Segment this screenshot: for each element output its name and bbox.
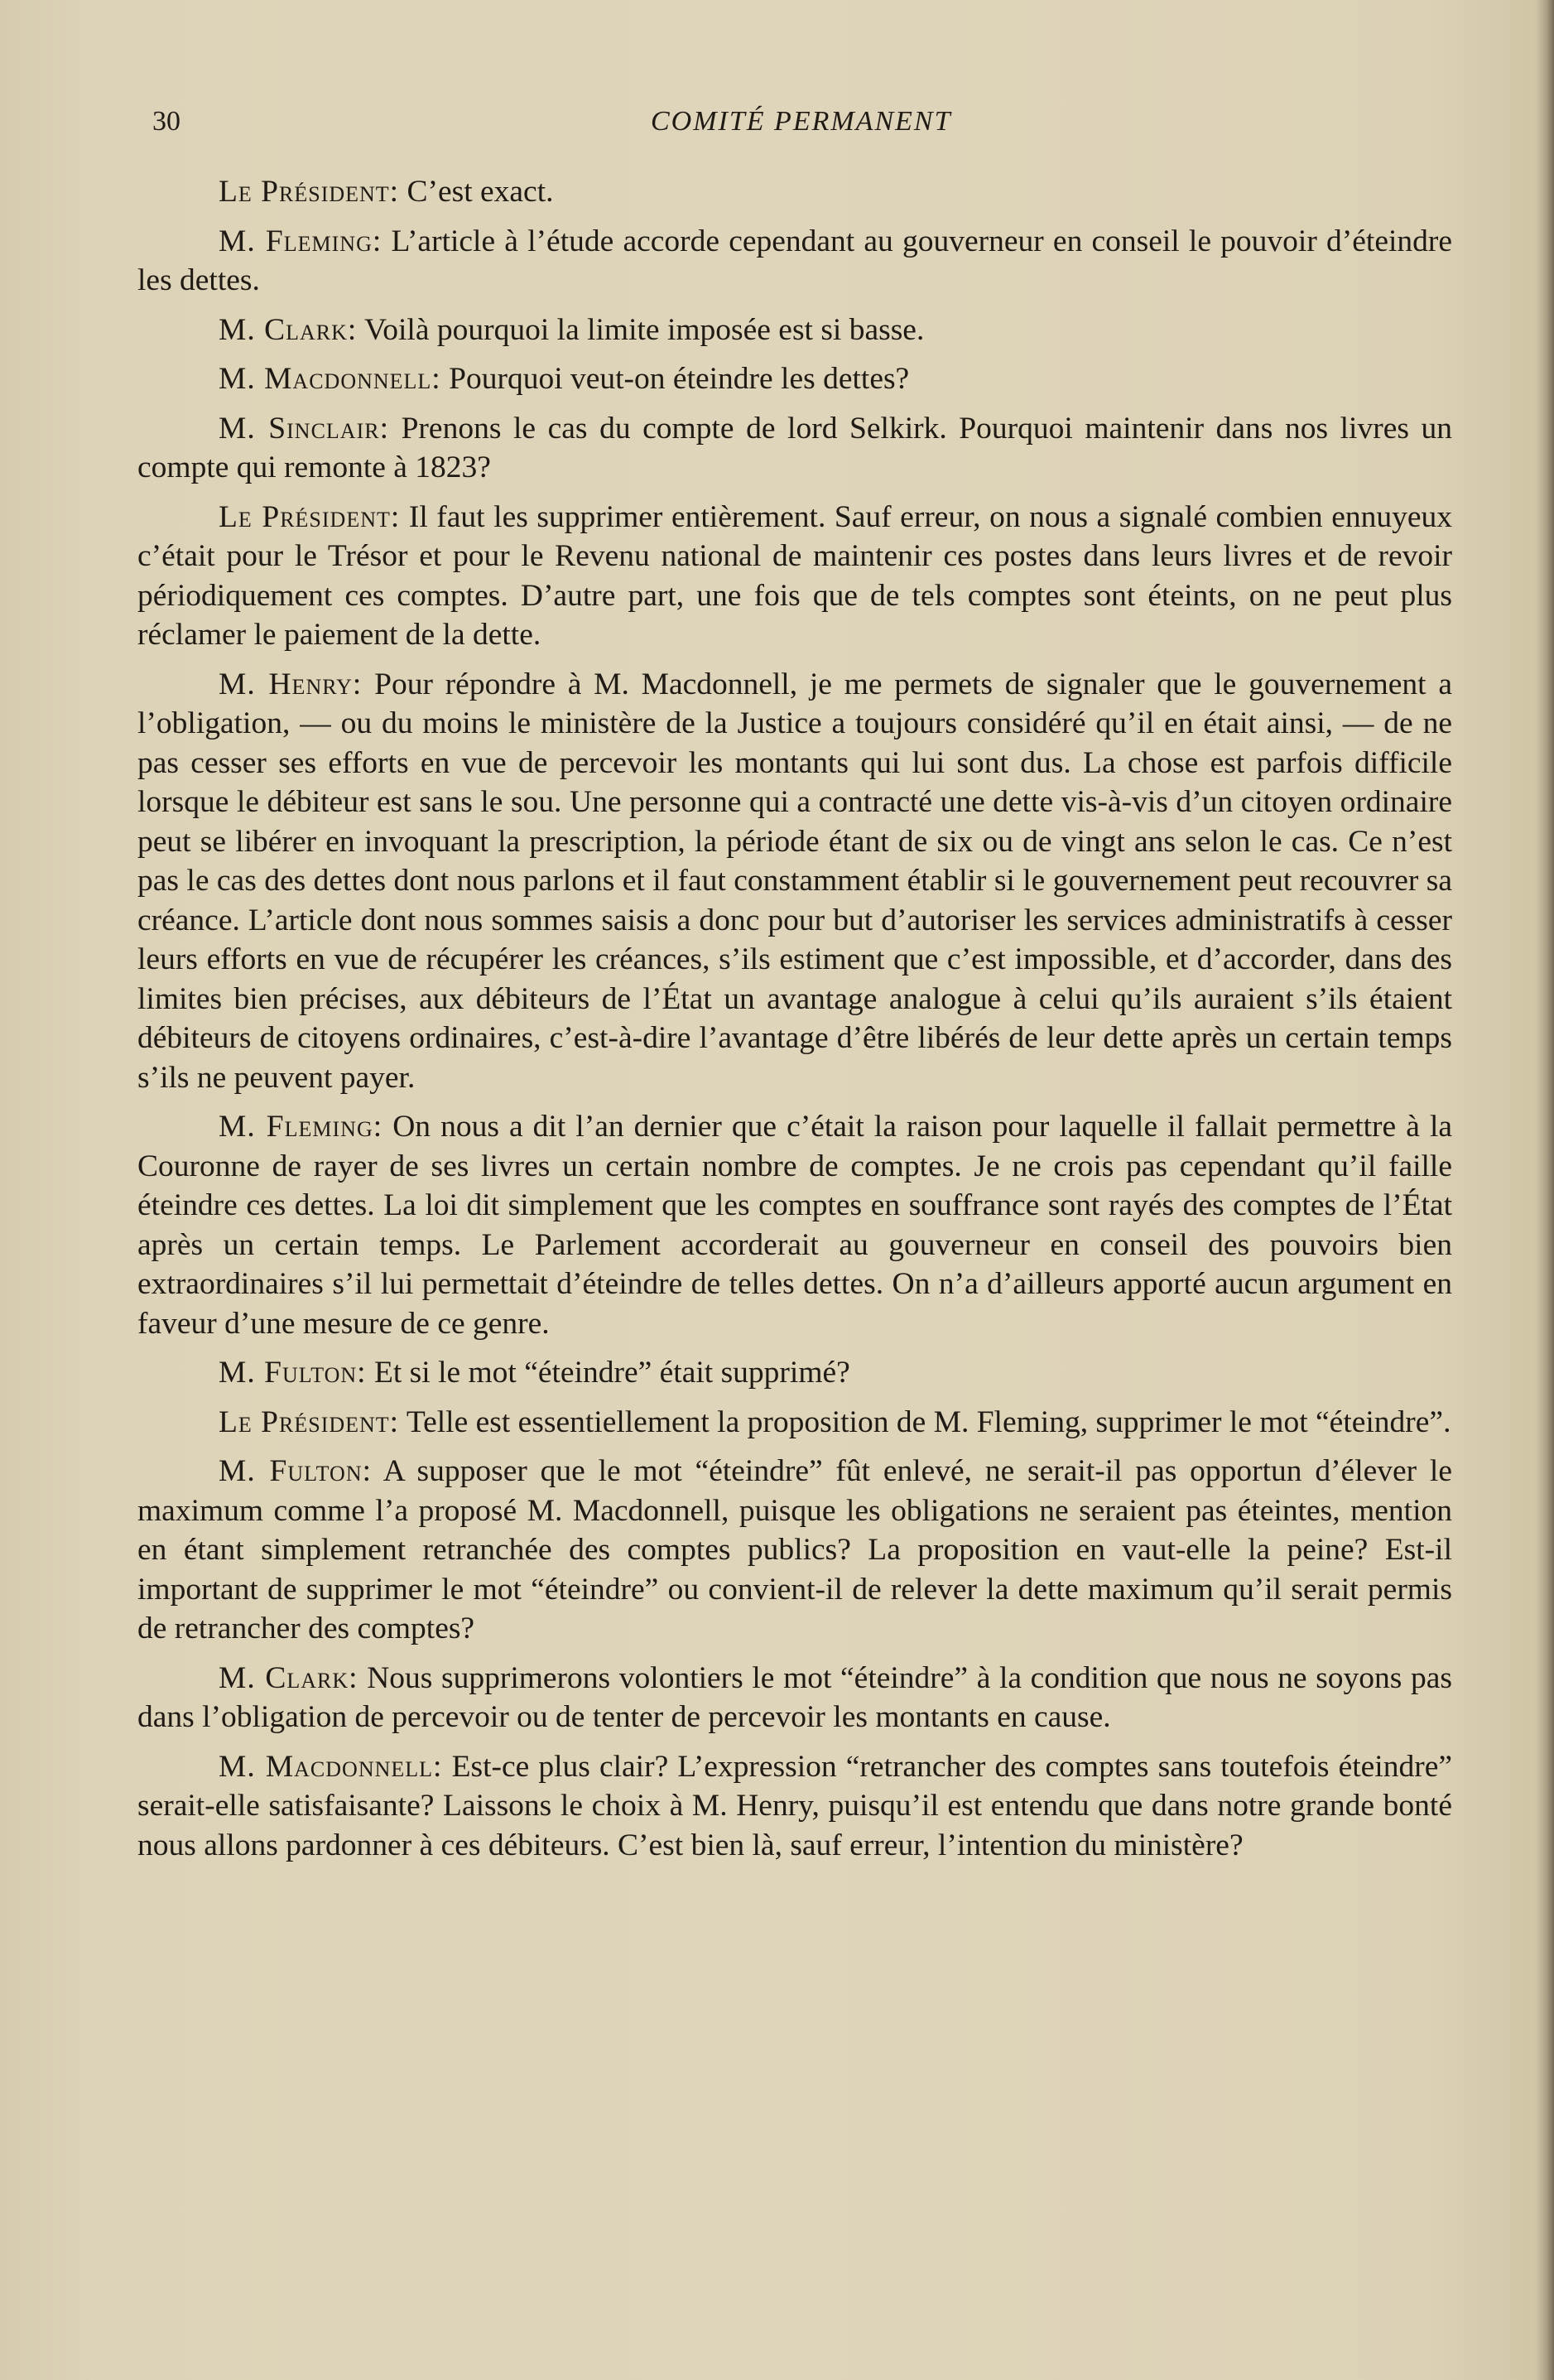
- page-number: 30: [152, 106, 180, 137]
- paragraph: [137, 359, 1452, 399]
- speaker-name: M. Sinclair:: [219, 411, 389, 446]
- paragraph-text: Il faut les supprimer entièrement. Sauf erreur, on nous a signalé combien ennuyeux c’était pour le Trésor et pour le Revenu national de maintenir ces postes dans leurs livres et de revoir périodiquement ces comptes. D’autre part, une fois que de tels comptes sont éteints, on ne peut plus réclamer le paiement de la dette.: [137, 499, 1453, 652]
- paragraph-text: Nous supprimerons volontiers le mot “éteindre” à la condition que nous ne soyons pas dans l’obligation de percevoir ou de tenter de percevoir les montants en cause.: [137, 1660, 1453, 1734]
- paragraph-text: Est-ce plus clair? L’expression “retrancher des comptes sans toutefois éteindre” serait-elle satisfaisante? Laissons le choix à M. Henry, puisqu’il est entendu que dans notre grande bonté nous allons pardonner à ces débiteurs. C’est bien là, sauf erreur, l’intention du ministère?: [137, 1749, 1453, 1862]
- paragraph: [137, 172, 1452, 212]
- speaker-name: M. Fulton:: [219, 1356, 367, 1390]
- paragraph: [137, 311, 1452, 350]
- paragraph: [137, 1403, 1452, 1443]
- paragraph-text: C’est exact.: [407, 175, 554, 209]
- page-header: [137, 98, 1429, 147]
- paragraph: [137, 409, 1452, 488]
- page-edge-shadow: [1536, 0, 1554, 2380]
- paragraph-text: Pourquoi veut-on éteindre les dettes?: [449, 362, 910, 396]
- paragraph-text: Prenons le cas du compte de lord Selkirk. Pourquoi maintenir dans nos livres un compte qui remonte à 1823?: [137, 411, 1452, 484]
- speaker-name: Le Président:: [219, 1404, 400, 1439]
- paragraph-text: Voilà pourquoi la limite imposée est si basse.: [364, 312, 925, 347]
- paragraph: [137, 1747, 1452, 1866]
- speaker-name: M. Clark:: [219, 312, 358, 347]
- paragraph: [137, 1659, 1452, 1737]
- paragraph-text: Et si le mot “éteindre” était supprimé?: [373, 1356, 850, 1390]
- speaker-name: M. Fleming:: [219, 1110, 383, 1144]
- paragraph: [137, 498, 1452, 655]
- paragraph-text: A supposer que le mot “éteindre” fût enlevé, ne serait-il pas opportun d’élever le maximum comme l’a proposé M. Macdonnell, puisque les obligations ne seraient pas éteintes, mention en étant simplement retranchée des comptes publics? La proposition en vaut-elle la peine? Est-il important de supprimer le mot “éteindre” ou convient-il de relever la dette maximum qu’il serait permis de retrancher des comptes?: [137, 1454, 1452, 1645]
- paragraph-text: Pour répondre à M. Macdonnell, je me permets de signaler que le gouvernement a l’obligation, — ou du moins le ministère de la Justice a toujours considéré qu’il en était ainsi, — de ne pas cesser ses efforts en vue de percevoir les montants qui lui sont dus. La chose est parfois difficile lorsque le débiteur est sans le sou. Une personne qui a contracté une dette vis-à-vis d’un citoyen ordinaire peut se libérer en invoquant la prescription, la période étant de six ou de vingt ans selon le cas. Ce n’est pas le cas des dettes dont nous parlons et il faut constamment établir si le gouvernement peut recouvrer sa créance. L’article dont nous sommes saisis a donc pour but d’autoriser les services administratifs à cesser leurs efforts en vue de récupérer les créances, s’ils estiment que c’est impossible, et d’accorder, dans des limites bien précises, aux débiteurs de l’État un avantage analogue à celui qu’ils auraient s’ils étaient débiteurs de citoyens ordinaires, c’est-à-dire l’avantage d’être libérés de leur dette après un certain temps s’ils ne peuvent payer.: [137, 667, 1452, 1095]
- speaker-name: M. Clark:: [219, 1660, 358, 1695]
- paragraph: [137, 1107, 1452, 1343]
- running-title: COMITÉ PERMANENT: [651, 106, 952, 137]
- paragraph: [137, 665, 1452, 1098]
- speaker-name: Le Président:: [219, 499, 401, 534]
- paragraph-text: On nous a dit l’an dernier que c’était la raison pour laquelle il fallait permettre à la Couronne de rayer de ses livres un certain nombre de comptes. Je ne crois pas cependant qu’il faille éteindre ces dettes. La loi dit simplement que les comptes en souffrance sont rayés des comptes de l’État après un certain temps. Le Parlement accorderait au gouverneur en conseil des pouvoirs bien extraordinaires s’il lui permettait d’éteindre de telles dettes. On n’a d’ailleurs apporté aucun argument en faveur d’une mesure de ce genre.: [137, 1110, 1453, 1341]
- paragraph: [137, 1353, 1452, 1393]
- speaker-name: M. Macdonnell:: [219, 1749, 443, 1784]
- speaker-name: Le Président:: [219, 175, 400, 209]
- paragraph: [137, 222, 1452, 301]
- speaker-name: M. Fleming:: [219, 224, 382, 258]
- speaker-name: M. Henry:: [219, 667, 363, 701]
- paragraph-text: L’article à l’étude accorde cependant au gouverneur en conseil le pouvoir d’éteindre les dettes.: [137, 224, 1453, 297]
- paragraph-text: Telle est essentiellement la proposition de M. Fleming, supprimer le mot “éteindre”.: [406, 1404, 1451, 1439]
- paragraph: [137, 1452, 1452, 1649]
- speaker-name: M. Macdonnell:: [219, 362, 441, 396]
- transcript-body: [137, 172, 1452, 1875]
- speaker-name: M. Fulton:: [219, 1454, 373, 1488]
